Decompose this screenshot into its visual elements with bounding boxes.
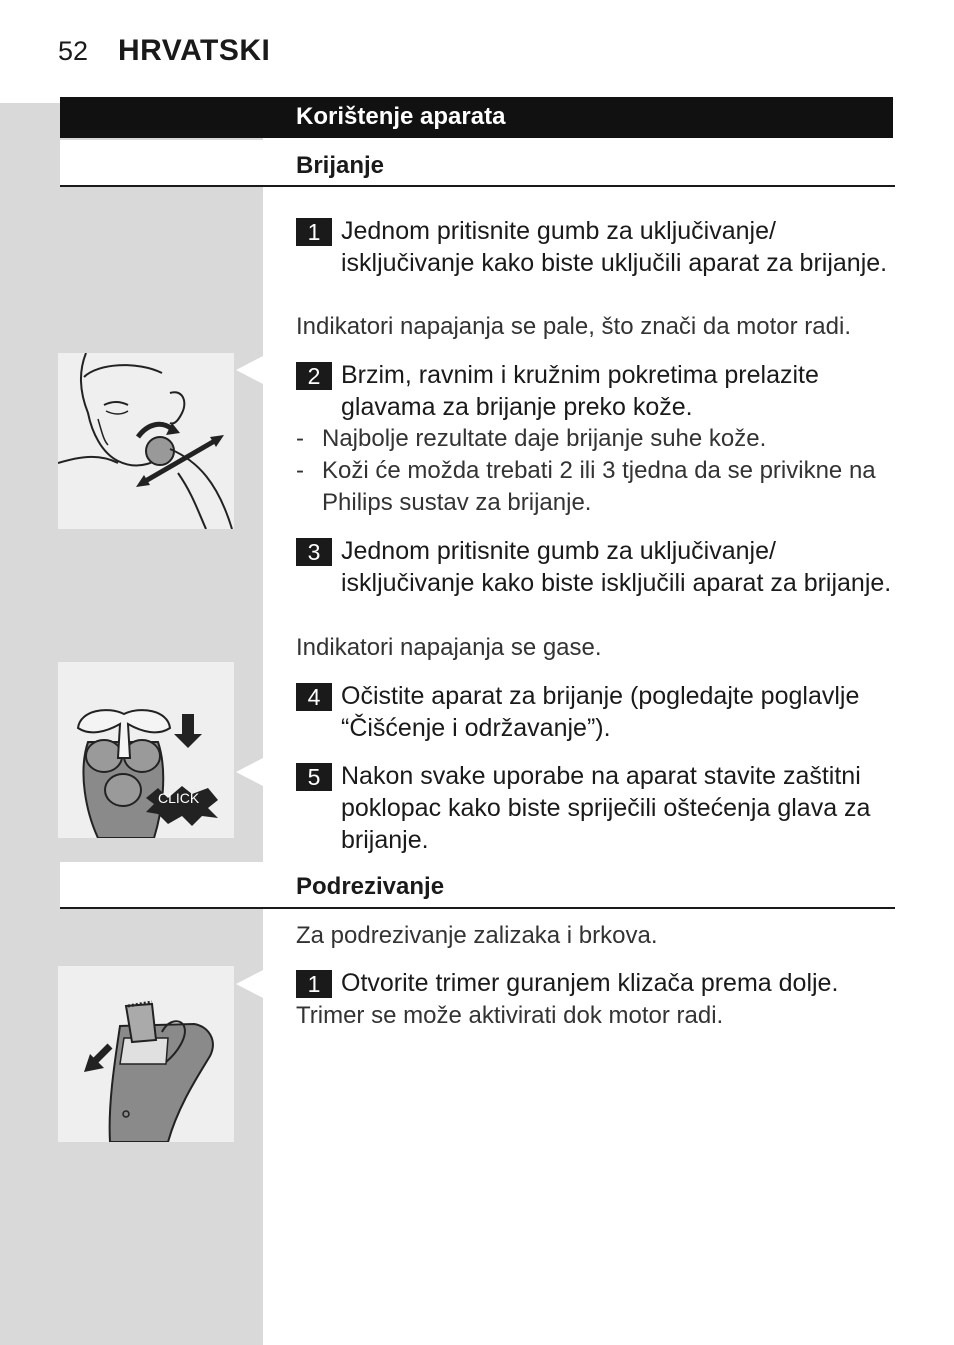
illustration-shaving-face: [58, 353, 234, 529]
bullet-text-1: Najbolje rezultate daje brijanje suhe kože.: [322, 425, 767, 452]
heading-podrezivanje: Podrezivanje: [296, 873, 445, 900]
step-text-4: Očistite aparat za brijanje (pogledajte poglavlje “Čišćenje i održavanje”).: [341, 682, 860, 742]
illustration-pointer: [236, 356, 263, 384]
page-language: HRVATSKI: [118, 34, 271, 67]
step-text-5: Nakon svake uporabe na aparat stavite zaštitni poklopac kako biste spriječili oštećenja glava za brijanje.: [341, 762, 871, 854]
heading-rule: [60, 185, 895, 187]
section-title: Korištenje aparata: [296, 103, 506, 130]
step-note-3: Indikatori napajanja se gase.: [296, 634, 602, 661]
illustration-pointer: [236, 970, 263, 998]
trim-step-note-1: Trimer se može aktivirati dok motor radi.: [296, 1002, 724, 1029]
step-note-1: Indikatori napajanja se pale, što znači da motor radi.: [296, 313, 851, 340]
trim-intro: Za podrezivanje zalizaka i brkova.: [296, 922, 658, 949]
bullet-dash: -: [296, 457, 304, 484]
trim-step-text-1: Otvorite trimer guranjem klizača prema dolje.: [341, 969, 839, 997]
step-number-3: 3: [296, 538, 332, 566]
page-number: 52: [58, 36, 89, 66]
bullet-text-2: Koži će možda trebati 2 ili 3 tjedna da se privikne na Philips sustav za brijanje.: [322, 457, 876, 516]
click-label: CLICK: [158, 790, 200, 806]
illustration-trimmer: [58, 966, 234, 1142]
illustration-protection-cap: [58, 662, 234, 838]
heading-brijanje: Brijanje: [296, 152, 385, 179]
heading-mask: [60, 862, 263, 907]
step-number-1: 1: [296, 218, 332, 246]
step-number-4: 4: [296, 683, 332, 711]
step-text-2: Brzim, ravnim i kružnim pokretima prelazite glavama za brijanje preko kože.: [341, 361, 819, 421]
trim-step-number-1: 1: [296, 970, 332, 998]
step-text-3: Jednom pritisnite gumb za uključivanje/ isključivanje kako biste isključili aparat za brijanje.: [341, 537, 892, 597]
heading-mask: [60, 140, 263, 185]
step-text-1: Jednom pritisnite gumb za uključivanje/ isključivanje kako biste uključili aparat za brijanje.: [341, 217, 888, 277]
step-number-5: 5: [296, 763, 332, 791]
step-number-2: 2: [296, 362, 332, 390]
illustration-pointer: [236, 758, 263, 786]
heading-rule: [60, 907, 895, 909]
bullet-dash: -: [296, 425, 304, 452]
